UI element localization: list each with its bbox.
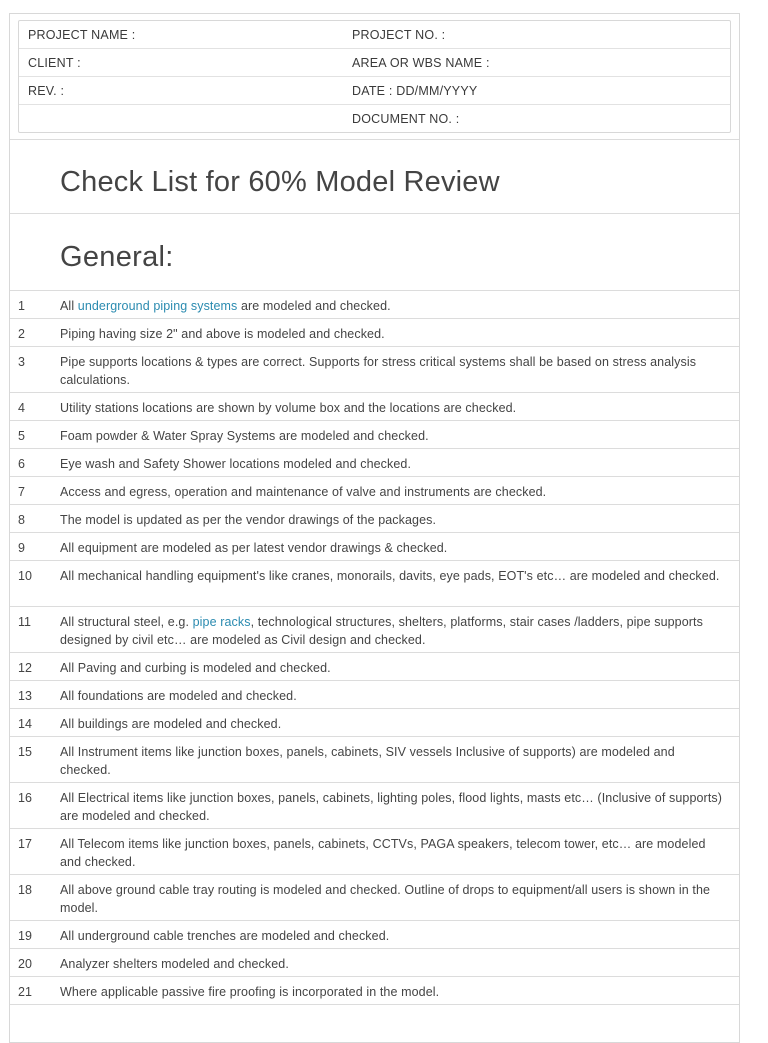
- client-label: CLIENT :: [28, 56, 81, 70]
- item-number: 19: [18, 929, 32, 943]
- date-label: DATE : DD/MM/YYYY: [352, 84, 478, 98]
- section-heading: General:: [60, 241, 174, 273]
- item-number: 14: [18, 717, 32, 731]
- checklist-item: [10, 709, 739, 737]
- checklist-item: [10, 681, 739, 709]
- item-text: All Telecom items like junction boxes, panels, cabinets, CCTVs, PAGA speakers, telecom tower, etc… are modeled and checked.: [60, 837, 706, 869]
- checklist-item: [10, 533, 739, 561]
- checklist-item: [10, 737, 739, 783]
- item-link[interactable]: pipe racks: [192, 615, 251, 629]
- title-band: [10, 139, 739, 213]
- item-text: All foundations are modeled and checked.: [60, 689, 297, 703]
- item-text: All mechanical handling equipment's like cranes, monorails, davits, eye pads, EOT's etc… are modeled and checked.: [60, 569, 720, 583]
- item-text-prefix: All structural steel, e.g.: [60, 615, 193, 629]
- checklist-item: [10, 449, 739, 477]
- checklist-item: [10, 561, 739, 607]
- item-text: The model is updated as per the vendor drawings of the packages.: [60, 513, 437, 527]
- checklist-item: [10, 291, 739, 319]
- item-number: 7: [18, 485, 25, 499]
- item-number: 3: [18, 355, 25, 369]
- project-name-label: PROJECT NAME :: [28, 28, 136, 42]
- item-number: 5: [18, 429, 25, 443]
- item-number: 10: [18, 569, 32, 583]
- checklist-item: [10, 477, 739, 505]
- item-number: 13: [18, 689, 32, 703]
- checklist-item: [10, 347, 739, 393]
- area-label: AREA OR WBS NAME :: [352, 56, 490, 70]
- item-text: Access and egress, operation and maintenance of valve and instruments are checked.: [60, 485, 547, 499]
- checklist-item: [10, 977, 739, 1005]
- checklist-item: [10, 921, 739, 949]
- item-number: 2: [18, 327, 25, 341]
- item-text-suffix: are modeled and checked.: [237, 299, 391, 313]
- header-row: [19, 77, 730, 105]
- item-text: All Instrument items like junction boxes, panels, cabinets, SIV vessels Inclusive of supports) are modeled and checked.: [60, 745, 675, 777]
- checklist-item: [10, 783, 739, 829]
- item-number: 6: [18, 457, 25, 471]
- item-number: 17: [18, 837, 32, 851]
- checklist-document: [9, 13, 740, 1043]
- item-link[interactable]: underground piping systems: [77, 299, 238, 313]
- item-text-suffix: , technological structures, shelters, platforms, stair cases /ladders, pipe supports designed by civil etc… are modeled as Civil design and checked.: [60, 615, 703, 647]
- item-number: 15: [18, 745, 32, 759]
- item-number: 21: [18, 985, 32, 999]
- checklist-item: [10, 653, 739, 681]
- header-row: [19, 21, 730, 49]
- checklist-items: [10, 290, 739, 1005]
- item-number: 1: [18, 299, 25, 313]
- item-text: All above ground cable tray routing is modeled and checked. Outline of drops to equipment/all users is shown in the model.: [60, 883, 711, 915]
- header-row: [19, 105, 730, 132]
- empty-cell: [19, 105, 343, 132]
- rev-label: REV. :: [28, 84, 65, 98]
- item-number: 16: [18, 791, 32, 805]
- project-no-label: PROJECT NO. :: [352, 28, 446, 42]
- checklist-item: [10, 393, 739, 421]
- item-number: 12: [18, 661, 32, 675]
- item-text: Piping having size 2" and above is modeled and checked.: [60, 327, 385, 341]
- item-text: [60, 613, 739, 652]
- item-text: Where applicable passive fire proofing is incorporated in the model.: [60, 985, 440, 999]
- item-number: 4: [18, 401, 25, 415]
- item-text-prefix: All: [60, 299, 78, 313]
- item-text: Analyzer shelters modeled and checked.: [60, 957, 289, 971]
- item-text: Eye wash and Safety Shower locations modeled and checked.: [60, 457, 412, 471]
- item-number: 18: [18, 883, 32, 897]
- checklist-item: [10, 319, 739, 347]
- item-text: All Paving and curbing is modeled and checked.: [60, 661, 331, 675]
- item-number: 11: [18, 615, 31, 629]
- checklist-item: [10, 607, 739, 653]
- item-text: Foam powder & Water Spray Systems are modeled and checked.: [60, 429, 429, 443]
- item-number: 20: [18, 957, 32, 971]
- item-text: Pipe supports locations & types are correct. Supports for stress critical systems shall be based on stress analysis calculations.: [60, 355, 697, 387]
- checklist-item: [10, 949, 739, 977]
- checklist-item: [10, 421, 739, 449]
- item-number: 8: [18, 513, 25, 527]
- checklist-item: [10, 875, 739, 921]
- item-text: All underground cable trenches are modeled and checked.: [60, 929, 390, 943]
- document-title: Check List for 60% Model Review: [60, 166, 500, 198]
- item-text: [60, 297, 739, 318]
- section-band: [10, 213, 739, 290]
- item-number: 9: [18, 541, 25, 555]
- project-header-table: [18, 20, 731, 133]
- document-no-label: DOCUMENT NO. :: [352, 112, 460, 126]
- item-text: Utility stations locations are shown by volume box and the locations are checked.: [60, 401, 517, 415]
- header-row: [19, 49, 730, 77]
- item-text: All Electrical items like junction boxes, panels, cabinets, lighting poles, flood lights, masts etc… (Inclusive of supports) are modeled and checked.: [60, 791, 723, 823]
- checklist-item: [10, 829, 739, 875]
- item-text: All buildings are modeled and checked.: [60, 717, 282, 731]
- checklist-item: [10, 505, 739, 533]
- item-text: All equipment are modeled as per latest vendor drawings & checked.: [60, 541, 448, 555]
